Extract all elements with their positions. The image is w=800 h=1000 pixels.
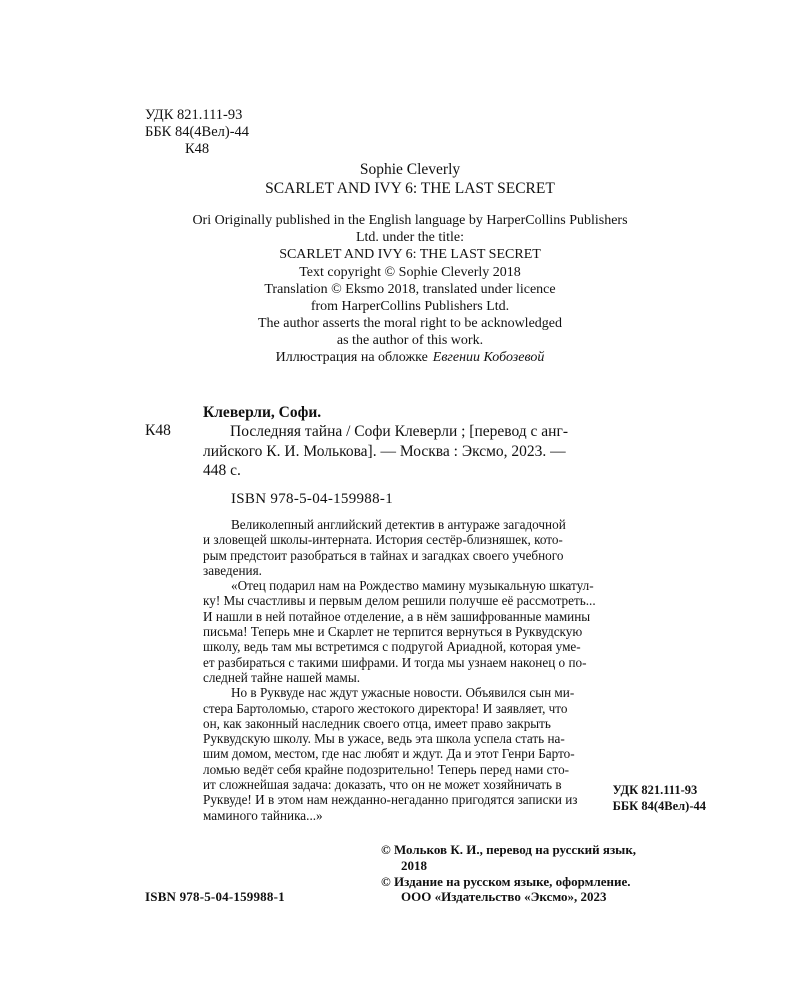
biblio-line: 448 с. <box>203 462 241 479</box>
bottom-bbk: ББК 84(4Вел)-44 <box>612 798 706 813</box>
annotation-line: И нашли в ней потайное отделение, а в нём зашифрованные мамины <box>203 608 591 624</box>
rights-line: Text copyright © Sophie Cleverly 2018 <box>299 264 521 280</box>
rights-line: SCARLET AND IVY 6: THE LAST SECRET <box>279 247 541 263</box>
annotation-line: Руквудскую школу. Мы в ужасе, ведь эта школа успела стать на- <box>203 731 565 747</box>
biblio-line: лийского К. И. Молькова]. — Москва : Эксмо, 2023. — <box>203 442 566 460</box>
annotation-line: школу, ведь там мы встретимся с подругой Ариадной, которая уме- <box>203 639 581 655</box>
annotation-line: он, как законный наследник своего отца, имеет право закрыть <box>203 715 551 731</box>
annotation <box>203 517 707 823</box>
copyright-translation: © Мольков К. И., перевод на русский язык, <box>381 842 637 857</box>
original-title: SCARLET AND IVY 6: THE LAST SECRET <box>265 180 555 197</box>
biblio-line: Последняя тайна / Софи Клеверли ; [перевод с анг- <box>230 423 568 440</box>
annotation-line: Великолепный английский детектив в антураже загадочной <box>231 517 566 532</box>
rights-line: as the author of this work. <box>336 333 484 349</box>
udk-code: УДК 821.111-93 <box>145 107 243 123</box>
annotation-line: письма! Теперь мне и Скарлет не терпится вернуться в Руквудскую <box>203 624 583 640</box>
annotation-line: ку! Мы счастливы и первым делом решили получше её рассмотреть... <box>203 593 596 609</box>
copyright-block <box>381 842 636 905</box>
bbk-code: ББК 84(4Вел)-44 <box>145 124 250 140</box>
copyright-publisher: ООО «Издательство «Эксмо», 2023 <box>401 889 607 905</box>
annotation-line: Руквуде! И в этом нам нежданно-негаданно пригодятся записки из <box>203 792 578 808</box>
rights-line: from HarperCollins Publishers Ltd. <box>310 299 510 315</box>
annotation-line: рым предстоит разобраться в тайнах и загадках своего учебного <box>203 547 564 563</box>
bottom-codes <box>613 783 706 814</box>
classification-codes <box>145 107 249 158</box>
annotation-line: шим домом, местом, где нас любят и ждут. Да и этот Генри Барто- <box>203 746 575 762</box>
original-author: Sophie Cleverly <box>359 161 461 178</box>
copyright-edition: © Издание на русском языке, оформление. <box>381 873 631 889</box>
biblio-description <box>203 422 703 481</box>
annotation-line: заведения. <box>203 562 262 578</box>
illustration-credit <box>120 349 700 366</box>
annotation-line: ет разбираться с такими шифрами. И тогда мы узнаем наконец о по- <box>203 654 587 670</box>
author-mark: К48 <box>185 141 210 157</box>
annotation-line: ит сложнейшая задача: доказать, что он не может хозяйничать в <box>203 777 562 793</box>
annotation-line: маминого тайника...» <box>203 807 323 823</box>
annotation-line: «Отец подарил нам на Рождество мамину музыкальную шкатул- <box>231 578 594 594</box>
illustration-artist: Евгении Кобозевой <box>432 350 545 365</box>
rights-statement <box>120 212 700 350</box>
biblio-heading: Клеверли, Софи. <box>203 404 322 421</box>
biblio-mark: К48 <box>145 422 171 439</box>
rights-line: Ltd. under the title: <box>355 230 465 246</box>
rights-line: The author asserts the moral right to be acknowledged <box>257 316 562 332</box>
annotation-line: Но в Руквуде нас ждут ужасные новости. Объявился сын ми- <box>231 685 575 701</box>
annotation-line: стера Бартоломью, старого жестокого директора! И заявляет, что <box>203 700 568 716</box>
bottom-udk: УДК 821.111-93 <box>612 783 698 797</box>
illustration-label: Иллюстрация на обложке <box>275 350 428 365</box>
rights-line: Translation © Eksmo 2018, translated under licence <box>264 281 556 297</box>
isbn-bottom: ISBN 978-5-04-159988-1 <box>145 889 285 904</box>
annotation-line: и зловещей школы-интерната. История сестёр-близняшек, кото- <box>203 532 563 548</box>
rights-line: Ori Originally published in the English language by HarperCollins Publishers <box>192 213 628 228</box>
isbn-top: ISBN 978-5-04-159988-1 <box>231 491 394 507</box>
original-title-block <box>120 160 700 198</box>
annotation-line: следней тайне нашей мамы. <box>203 669 361 685</box>
annotation-line: ломью ведёт себя крайне подозрительно! Теперь перед нами сто- <box>203 761 570 777</box>
copyright-translation-year: 2018 <box>401 857 427 873</box>
